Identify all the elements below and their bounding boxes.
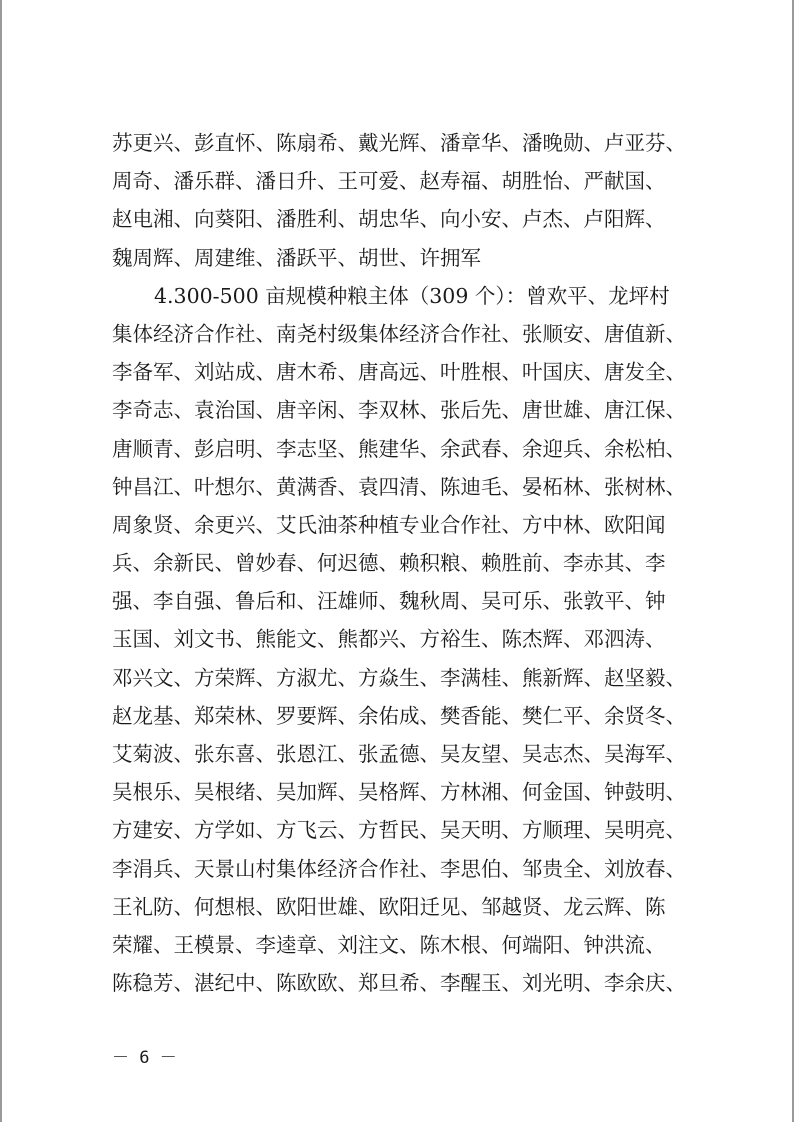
page-number: － 6 －	[112, 1048, 177, 1068]
text-line: 强、李自强、鲁后和、汪雄师、魏秋周、吴可乐、张敦平、钟	[112, 589, 666, 614]
text-line: 唐顺青、彭启明、李志坚、熊建华、余武春、余迎兵、余松柏、	[112, 436, 686, 461]
text-line: 方建安、方学如、方飞云、方哲民、吴天明、方顺理、吴明亮、	[112, 818, 686, 843]
text-line: 钟昌江、叶想尔、黄满香、袁四清、陈迪毛、晏柘林、张树林、	[112, 474, 686, 499]
text-line: 王礼防、何想根、欧阳世雄、欧阳迁见、邹越贤、龙云辉、陈	[112, 894, 666, 919]
section-heading-line: 4.300-500 亩规模种粮主体（309 个）：曾欢平、龙坪村	[154, 283, 670, 308]
text-line: 兵、余新民、曾妙春、何迟德、赖积粮、赖胜前、李赤其、李	[112, 551, 666, 576]
text-line: 陈稳芳、湛纪中、陈欧欧、郑旦希、李醒玉、刘光明、李余庆、	[112, 971, 686, 996]
text-line: 吴根乐、吴根绪、吴加辉、吴格辉、方林湘、何金国、钟鼓明、	[112, 780, 686, 805]
text-line: 艾菊波、张东喜、张恩江、张孟德、吴友望、吴志杰、吴海军、	[112, 742, 686, 766]
text-line: 集体经济合作社、南尧村级集体经济合作社、张顺安、唐值新、	[112, 321, 686, 346]
scan-edge-left	[0, 0, 2, 1122]
text-line: 荣耀、王模景、李逵章、刘注文、陈木根、何端阳、钟洪流、	[112, 932, 666, 957]
text-line: 苏更兴、彭直怀、陈扇希、戴光辉、潘章华、潘晚勋、卢亚芬、	[112, 131, 686, 155]
text-line: 赵龙基、郑荣林、罗要辉、余佑成、樊香能、樊仁平、余贤冬、	[112, 703, 686, 728]
text-line: 李涓兵、天景山村集体经济合作社、李思伯、邹贵全、刘放春、	[112, 856, 686, 881]
text-line: 周奇、潘乐群、潘日升、王可爱、赵寿福、胡胜怡、严献国、	[112, 169, 666, 194]
text-line: 玉国、刘文书、熊能文、熊都兴、方裕生、陈杰辉、邓泗涛、	[112, 627, 666, 652]
text-line: 邓兴文、方荣辉、方淑尤、方焱生、李满桂、熊新辉、赵坚毅、	[112, 665, 686, 690]
text-line: 周象贤、余更兴、艾氏油茶种植专业合作社、方中林、欧阳闻	[112, 512, 666, 537]
text-line: 李备军、刘站成、唐木希、唐高远、叶胜根、叶国庆、唐发全、	[112, 360, 686, 385]
document-body	[112, 124, 692, 1002]
text-line: 魏周辉、周建维、潘跃平、胡世、许拥军	[112, 245, 481, 270]
text-line: 赵电湘、向葵阳、潘胜利、胡忠华、向小安、卢杰、卢阳辉、	[112, 207, 666, 232]
text-line: 李奇志、袁治国、唐辛闲、李双林、张后先、唐世雄、唐江保、	[112, 398, 686, 423]
